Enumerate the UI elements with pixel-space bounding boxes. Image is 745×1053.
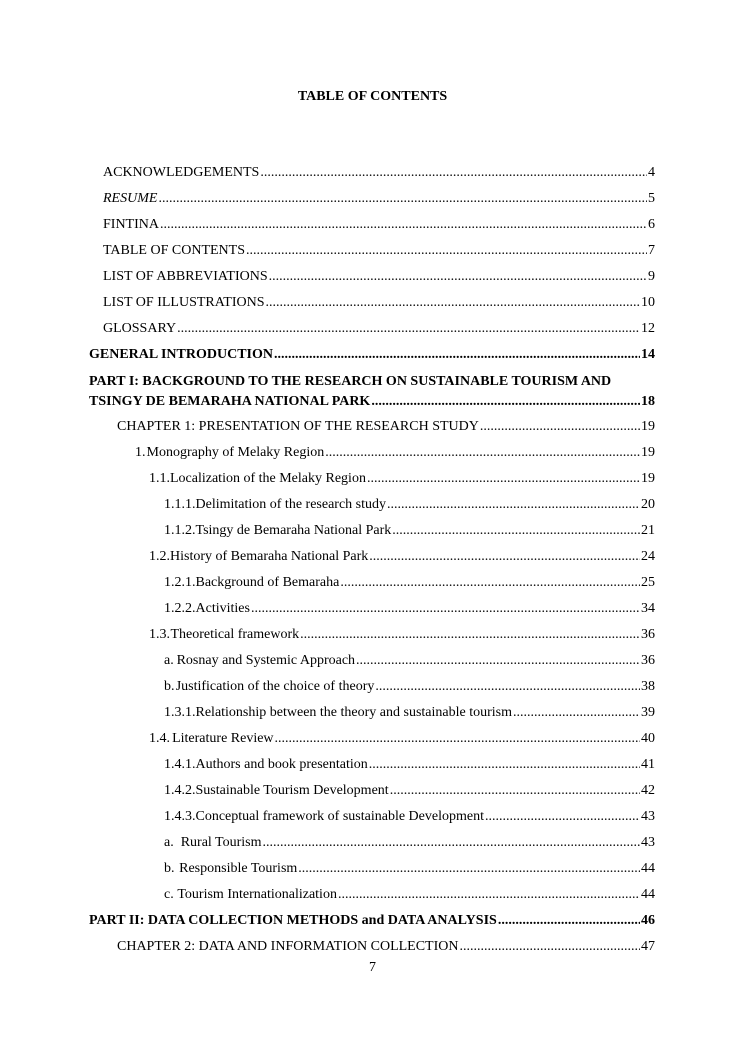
toc-entry-page: 14: [641, 347, 655, 362]
toc-entry-section-1-4-3-b[interactable]: [164, 860, 655, 877]
toc-entry-label: Justification of the choice of theory: [175, 679, 375, 694]
toc-entry-page: 47: [641, 939, 655, 954]
leader-dots: [485, 808, 640, 825]
leader-dots: [298, 860, 640, 877]
toc-entry-illustrations[interactable]: [103, 294, 655, 311]
toc-entry-label: Relationship between the theory and sustainable tourism: [195, 705, 512, 720]
toc-entry-label: Tsingy de Bemaraha National Park: [195, 523, 392, 538]
toc-entry-number: 1.1.1.: [164, 497, 196, 512]
toc-entry-part-1[interactable]: [89, 372, 655, 412]
toc-entry-section-1-3-a[interactable]: [164, 652, 655, 669]
toc-entry-page: 6: [648, 217, 655, 232]
toc-entry-page: 36: [641, 653, 655, 668]
page-number: 7: [369, 960, 376, 975]
toc-entry-page: 4: [648, 165, 655, 180]
toc-entry-section-1-4-3[interactable]: [164, 808, 655, 825]
toc-entry-page: 18: [641, 394, 655, 409]
toc-entry-section-1[interactable]: [135, 444, 655, 461]
toc-entry-number: b.: [164, 861, 175, 876]
toc-entry-number: 1.1.: [149, 471, 170, 486]
toc-entry-section-1-3[interactable]: [149, 626, 655, 643]
leader-dots: [300, 626, 640, 643]
toc-entry-page: 44: [641, 861, 655, 876]
toc-entry-number: 1.4.3.: [164, 809, 196, 824]
toc-entry-label: Theoretical framework: [170, 627, 300, 642]
toc-entry-label: RESUME: [103, 191, 158, 206]
toc-entry-page: 38: [641, 679, 655, 694]
leader-dots: [387, 496, 640, 513]
toc-entry-page: 40: [641, 731, 655, 746]
toc-entry-general-introduction[interactable]: [89, 346, 655, 363]
toc-entry-page: 44: [641, 887, 655, 902]
leader-dots: [251, 600, 640, 617]
toc-entry-page: 43: [641, 809, 655, 824]
toc-entry-label: LIST OF ABBREVIATIONS: [103, 269, 268, 284]
toc-entry-page: 9: [648, 269, 655, 284]
toc-entry-resume[interactable]: [103, 190, 655, 207]
toc-entry-page: 24: [641, 549, 655, 564]
toc-entry-label: Delimitation of the research study: [195, 497, 386, 512]
toc-entry-label: CHAPTER 2: DATA AND INFORMATION COLLECTION: [117, 939, 459, 954]
toc-entry-glossary[interactable]: [103, 320, 655, 337]
toc-entry-page: 19: [641, 471, 655, 486]
leader-dots: [275, 730, 640, 747]
toc-entry-label: History of Bemaraha National Park: [170, 549, 369, 564]
toc-entry-page: 19: [641, 419, 655, 434]
toc-entry-label: GLOSSARY: [103, 321, 177, 336]
toc-entry-section-1-4-3-c[interactable]: [164, 886, 655, 903]
toc-entry-chapter-1[interactable]: [117, 418, 655, 435]
leader-dots: [356, 652, 640, 669]
toc-entry-label: Responsible Tourism: [179, 861, 298, 876]
toc-entry-number: 1.3.1.: [164, 705, 196, 720]
toc-entry-number: 1.3.: [149, 627, 170, 642]
toc-entry-number: 1.2.1.: [164, 575, 196, 590]
toc-entry-number: a.: [164, 653, 174, 668]
toc-entry-label-line2: TSINGY DE BEMARAHA NATIONAL PARK: [89, 394, 371, 409]
toc-entry-number: 1.: [135, 445, 146, 460]
toc-entry-label: Background of Bemaraha: [195, 575, 340, 590]
toc-entry-page: 10: [641, 295, 655, 310]
toc-entry-acknowledgements[interactable]: [103, 164, 655, 181]
toc-entry-label: Authors and book presentation: [195, 757, 368, 772]
toc-entry-label-line1: PART I: BACKGROUND TO THE RESEARCH ON SUSTAINABLE TOURISM AND: [89, 374, 612, 389]
toc-entry-section-1-2[interactable]: [149, 548, 655, 565]
toc-entry-number: 1.1.2.: [164, 523, 196, 538]
leader-dots: [367, 470, 640, 487]
leader-dots: [246, 242, 647, 259]
toc-entry-label: Activities: [195, 601, 250, 616]
toc-entry-part-2[interactable]: [89, 912, 655, 929]
toc-entry-page: 25: [641, 575, 655, 590]
toc-entry-number: c.: [164, 887, 174, 902]
leader-dots: [375, 678, 640, 695]
toc-entry-section-1-1[interactable]: [149, 470, 655, 487]
toc-entry-section-1-3-b[interactable]: [164, 678, 655, 695]
toc-entry-fintina[interactable]: [103, 216, 655, 233]
toc-entry-chapter-2[interactable]: [117, 938, 655, 955]
leader-dots: [177, 320, 640, 337]
toc-entry-label: LIST OF ILLUSTRATIONS: [103, 295, 265, 310]
toc-entry-page: 19: [641, 445, 655, 460]
toc-entry-number: a.: [164, 835, 174, 850]
toc-entry-page: 7: [648, 243, 655, 258]
toc-entry-label: Localization of the Melaky Region: [170, 471, 366, 486]
toc-entry-abbreviations[interactable]: [103, 268, 655, 285]
toc-entry-label: CHAPTER 1: PRESENTATION OF THE RESEARCH STUDY: [117, 419, 479, 434]
toc-entry-number: 1.4.1.: [164, 757, 196, 772]
leader-dots: [266, 294, 640, 311]
toc-entry-label: Rural Tourism: [180, 835, 262, 850]
toc-entry-section-1-4[interactable]: [149, 730, 655, 747]
leader-dots: [390, 782, 640, 799]
leader-dots: [498, 912, 640, 929]
toc-entry-page: 36: [641, 627, 655, 642]
toc-entry-label: Monography of Melaky Region: [146, 445, 325, 460]
leader-dots: [269, 268, 647, 285]
toc-entry-section-1-2-1[interactable]: [164, 574, 655, 591]
leader-dots: [369, 548, 640, 565]
toc-entry-label: GENERAL INTRODUCTION: [89, 347, 273, 362]
page-title: TABLE OF CONTENTS: [297, 89, 448, 104]
toc-entry-section-1-2-2[interactable]: [164, 600, 655, 617]
toc-entry-page: 21: [641, 523, 655, 538]
toc-entry-number: 1.2.: [149, 549, 170, 564]
toc-entry-number: 1.2.2.: [164, 601, 196, 616]
toc-entry-label: Sustainable Tourism Development: [195, 783, 389, 798]
toc-entry-label: Literature Review: [172, 731, 274, 746]
toc-entry-label: Rosnay and Systemic Approach: [176, 653, 356, 668]
toc-entry-page: 20: [641, 497, 655, 512]
leader-dots: [260, 164, 647, 181]
toc-entry-page: 12: [641, 321, 655, 336]
leader-dots: [371, 392, 640, 412]
toc-entry-page: 46: [641, 913, 655, 928]
toc-entry-section-1-4-3-a[interactable]: [164, 834, 655, 851]
toc-entry-table-of-contents[interactable]: [103, 242, 655, 259]
leader-dots: [325, 444, 640, 461]
toc-entry-page: 43: [641, 835, 655, 850]
toc-entry-section-1-4-2[interactable]: [164, 782, 655, 799]
leader-dots: [160, 216, 647, 233]
toc-entry-section-1-1-2[interactable]: [164, 522, 655, 539]
toc-entry-number: b.: [164, 679, 175, 694]
toc-entry-label: PART II: DATA COLLECTION METHODS and DATA ANALYSIS: [89, 913, 497, 928]
toc-entry-section-1-3-1[interactable]: [164, 704, 655, 721]
toc-entry-page: 34: [641, 601, 655, 616]
leader-dots: [460, 938, 641, 955]
leader-dots: [369, 756, 640, 773]
leader-dots: [338, 886, 640, 903]
leader-dots: [263, 834, 640, 851]
toc-entry-number: 1.4.2.: [164, 783, 196, 798]
toc-entry-section-1-1-1[interactable]: [164, 496, 655, 513]
toc-entry-number: 1.4.: [149, 731, 170, 746]
leader-dots: [274, 346, 640, 363]
toc-entry-page: 5: [648, 191, 655, 206]
toc-entry-section-1-4-1[interactable]: [164, 756, 655, 773]
toc-entry-page: 39: [641, 705, 655, 720]
toc-entry-label: Conceptual framework of sustainable Development: [195, 809, 484, 824]
leader-dots: [158, 190, 647, 207]
leader-dots: [480, 418, 640, 435]
leader-dots: [340, 574, 640, 591]
leader-dots: [392, 522, 640, 539]
toc-entry-label: FINTINA: [103, 217, 159, 232]
toc-entry-label: ACKNOWLEDGEMENTS: [103, 165, 260, 180]
toc-entry-label: TABLE OF CONTENTS: [103, 243, 245, 258]
toc-entry-label: Tourism Internationalization: [177, 887, 337, 902]
leader-dots: [513, 704, 640, 721]
toc-entry-page: 41: [641, 757, 655, 772]
toc-entry-page: 42: [641, 783, 655, 798]
